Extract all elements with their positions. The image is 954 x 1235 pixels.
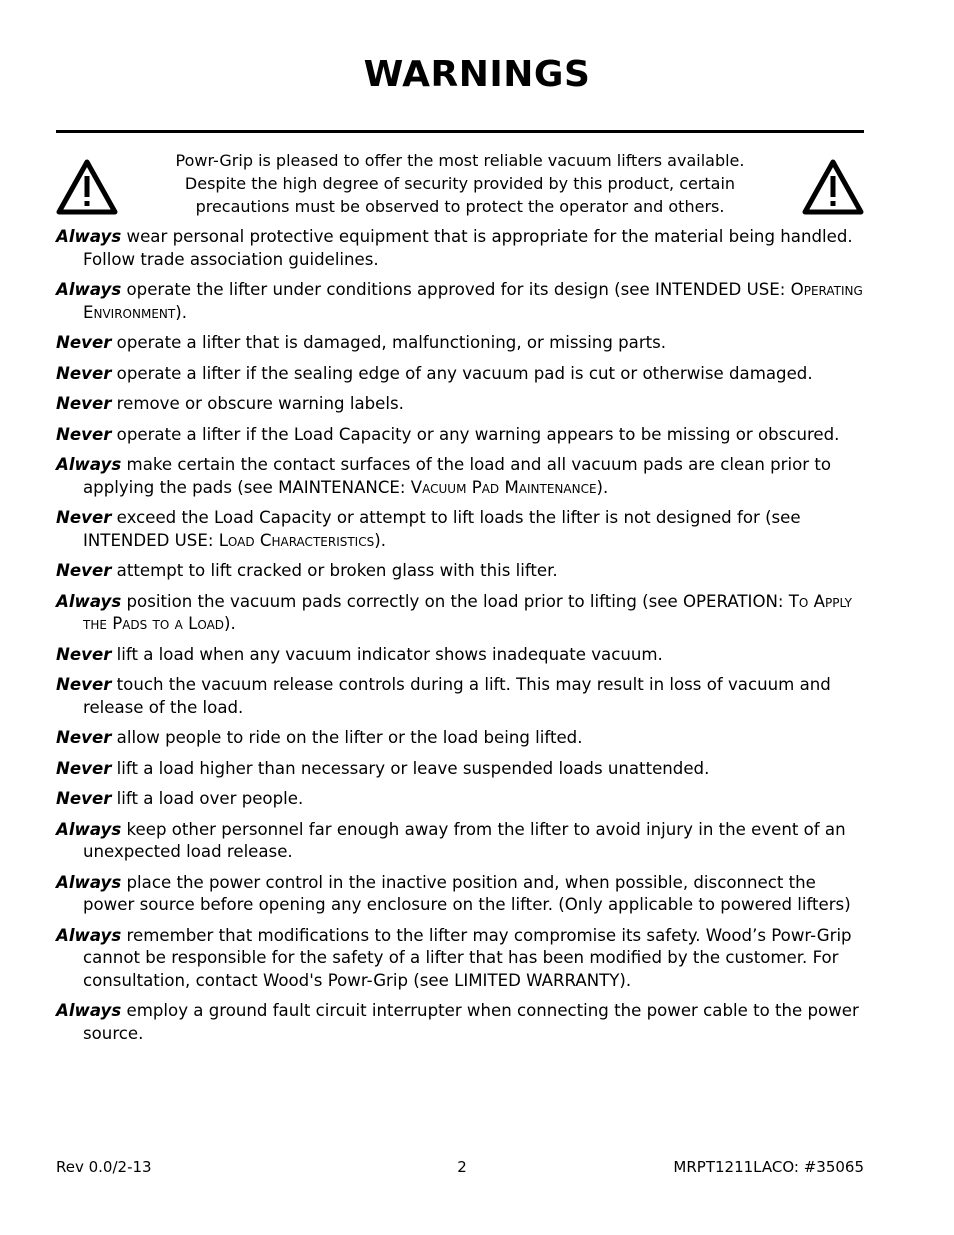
- warning-keyword: Never: [56, 644, 112, 664]
- warning-keyword: Never: [56, 758, 112, 778]
- warning-keyword: Always: [56, 455, 122, 474]
- warning-item: [56, 363, 868, 386]
- warning-text: wear personal protective equipment that is appropriate for the material being handled. Follow trade association guidelines.: [83, 227, 853, 269]
- warning-item: [56, 424, 868, 447]
- intro-paragraph: [160, 149, 760, 218]
- warning-triangle-icon: [801, 158, 865, 216]
- warning-text: touch the vacuum release controls during a lift. This may result in loss of vacuum and release of the load.: [83, 675, 831, 717]
- warning-keyword: Always: [56, 280, 122, 299]
- intro-line: Powr-Grip is pleased to offer the most reliable vacuum lifters available.: [175, 151, 745, 170]
- warning-item: [56, 644, 868, 667]
- footer-revision: Rev 0.0/2-13: [56, 1158, 152, 1176]
- warning-keyword: Never: [56, 561, 112, 580]
- warning-item: [56, 925, 868, 993]
- warning-keyword: Never: [56, 675, 112, 694]
- footer-page-number: 2: [457, 1158, 467, 1176]
- warning-text: operate a lifter if the Load Capacity or any warning appears to be missing or obscured.: [111, 424, 840, 444]
- warning-text: lift a load over people.: [111, 789, 304, 808]
- section-reference: Operating Environment: [83, 280, 863, 322]
- intro-line: Despite the high degree of security provided by this product, certain: [184, 174, 736, 193]
- warning-text: allow people to ride on the lifter or the load being lifted.: [111, 728, 583, 747]
- warning-item: [56, 591, 868, 636]
- warning-item: [56, 788, 868, 811]
- warning-keyword: Never: [56, 394, 112, 413]
- warning-keyword: Always: [56, 591, 122, 611]
- warning-text-tail: ).: [224, 614, 236, 633]
- warning-text: lift a load when any vacuum indicator shows inadequate vacuum.: [111, 644, 663, 664]
- warning-keyword: Never: [56, 333, 112, 352]
- intro-line: precautions must be observed to protect the operator and others.: [195, 197, 725, 216]
- warning-list: [56, 226, 868, 1053]
- page-title: WARNINGS: [363, 54, 591, 95]
- warning-item: [56, 454, 868, 499]
- warning-text-tail: ).: [374, 530, 386, 550]
- warning-triangle-icon: [55, 158, 119, 216]
- warning-text: remember that modifications to the lifter may compromise its safety. Wood’s Powr-Grip cannot be responsible for the safety of a lifter that has been modified by the customer. For consultation, contact Wood's Powr-Grip (see LIMITED WARRANTY).: [83, 925, 852, 990]
- warning-item: [56, 393, 868, 416]
- warning-text-tail: ).: [596, 477, 609, 497]
- section-reference: To Apply the Pads to a Load: [83, 591, 852, 633]
- warning-keyword: Always: [56, 1001, 122, 1020]
- warning-item: [56, 727, 868, 750]
- footer-document-id: MRPT1211LACO: #35065: [673, 1158, 864, 1176]
- warning-item: [56, 1000, 868, 1045]
- warning-keyword: Never: [56, 508, 112, 527]
- warning-keyword: Always: [56, 819, 122, 839]
- section-reference: Load Characteristics: [218, 530, 375, 550]
- warning-keyword: Never: [56, 424, 112, 444]
- warning-text: make certain the contact surfaces of the load and all vacuum pads are clean prior to applying the pads (see MAINTENANCE:: [83, 455, 832, 497]
- section-reference: Vacuum Pad Maintenance: [410, 477, 597, 497]
- warning-item: [56, 872, 868, 917]
- warning-text: position the vacuum pads correctly on the load prior to lifting (see OPERATION:: [121, 591, 789, 611]
- warning-text: operate a lifter if the sealing edge of any vacuum pad is cut or otherwise damaged.: [111, 363, 813, 383]
- warning-keyword: Always: [56, 925, 122, 945]
- warning-item: [56, 560, 868, 583]
- warning-text: remove or obscure warning labels.: [111, 394, 404, 413]
- warning-text: operate the lifter under conditions approved for its design (see INTENDED USE:: [121, 280, 791, 299]
- warning-item: [56, 819, 868, 864]
- warning-item: [56, 332, 868, 355]
- warning-keyword: Never: [56, 728, 112, 747]
- warning-item: [56, 226, 868, 271]
- warning-text: operate a lifter that is damaged, malfunctioning, or missing parts.: [111, 333, 667, 352]
- warning-text: lift a load higher than necessary or leave suspended loads unattended.: [111, 758, 710, 778]
- warning-text: keep other personnel far enough away from the lifter to avoid injury in the event of an unexpected load release.: [83, 819, 846, 861]
- warning-keyword: Always: [56, 872, 122, 892]
- warning-text-tail: ).: [175, 302, 187, 322]
- warning-keyword: Never: [56, 789, 112, 808]
- warning-item: [56, 674, 868, 719]
- warning-item: [56, 758, 868, 781]
- warning-text: place the power control in the inactive position and, when possible, disconnect the power source before opening any enclosure on the lifter. (Only applicable to powered lifters): [83, 872, 851, 914]
- warning-keyword: Never: [56, 363, 112, 383]
- warning-text: exceed the Load Capacity or attempt to lift loads the lifter is not designed for (see INTENDED USE:: [83, 508, 801, 550]
- warning-item: [56, 507, 868, 552]
- warning-item: [56, 279, 868, 324]
- title-rule: [56, 130, 864, 133]
- warning-keyword: Always: [56, 227, 122, 246]
- warning-text: employ a ground fault circuit interrupter when connecting the power cable to the power source.: [83, 1001, 859, 1043]
- warning-text: attempt to lift cracked or broken glass with this lifter.: [111, 561, 558, 580]
